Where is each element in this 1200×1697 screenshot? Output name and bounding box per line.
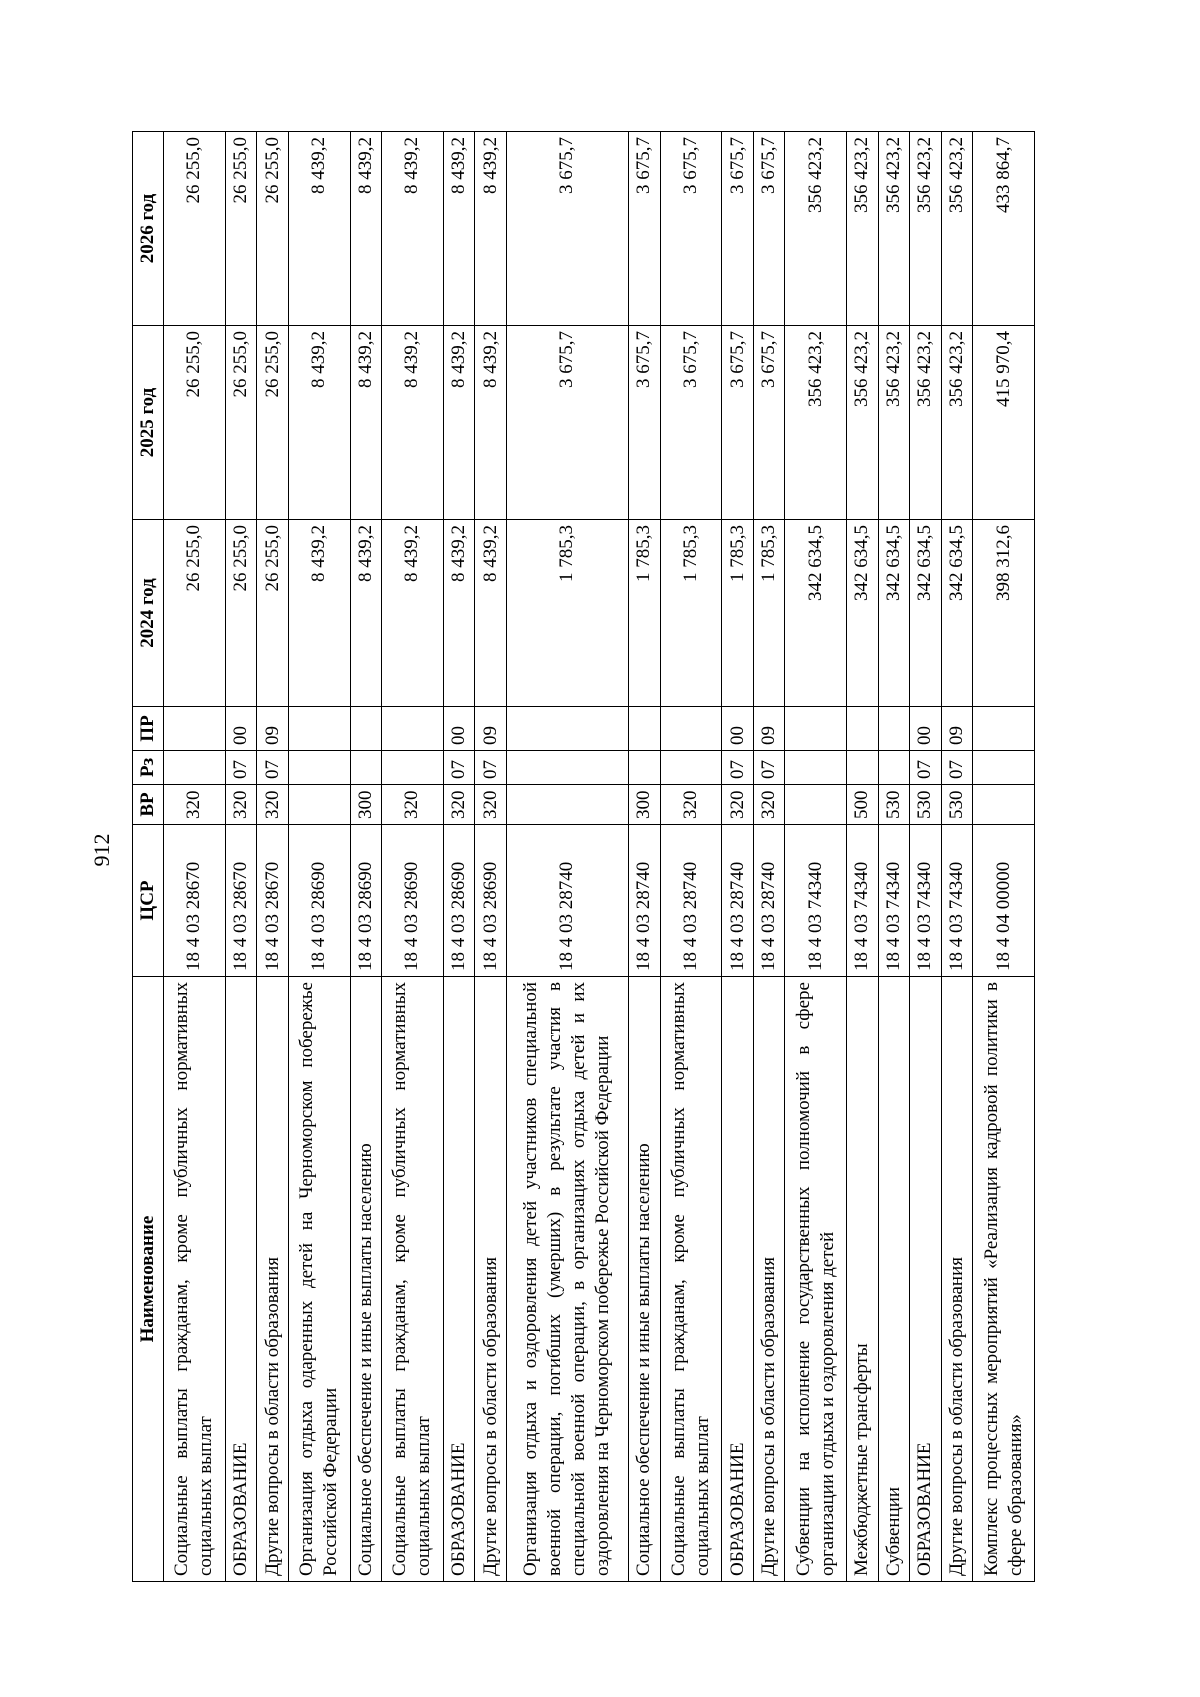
cell-2026: 356 423,2 [910,132,942,326]
cell-name: Социальные выплаты гражданам, кроме публичных нормативных социальных выплат [382,977,444,1582]
cell-2026: 8 439,2 [382,132,444,326]
cell-csr: 18 4 03 74340 [878,825,910,977]
cell-2024: 342 634,5 [785,520,847,707]
rotated-table-container [132,132,1035,1582]
table-row [847,132,879,1582]
table-body [164,132,1035,1582]
cell-name: Субвенции [878,977,910,1582]
header-2024: 2024 год [133,520,164,707]
cell-name: Другие вопросы в области образования [941,977,973,1582]
table-row [722,132,754,1582]
cell-vr: 320 [382,785,444,825]
cell-name: Организация отдыха и оздоровления детей участников специальной военной операции, погибших (умерших) в результате участия в специальной военной операции, в организациях отдыха детей и их оздоровления на Черноморском побережье Российской Федерации [506,977,628,1582]
cell-vr [785,785,847,825]
cell-2025: 8 439,2 [350,326,382,520]
cell-pr [629,707,661,751]
table-row [382,132,444,1582]
cell-vr: 320 [753,785,785,825]
cell-csr: 18 4 03 28740 [506,825,628,977]
cell-2026: 356 423,2 [941,132,973,326]
cell-vr: 320 [722,785,754,825]
cell-vr: 530 [910,785,942,825]
cell-2026: 356 423,2 [785,132,847,326]
cell-csr: 18 4 03 28690 [382,825,444,977]
cell-rz [350,751,382,785]
cell-name: Социальное обеспечение и иные выплаты населению [629,977,661,1582]
cell-vr [288,785,350,825]
cell-2024: 8 439,2 [350,520,382,707]
cell-2025: 356 423,2 [878,326,910,520]
cell-2026: 3 675,7 [629,132,661,326]
cell-2024: 342 634,5 [910,520,942,707]
cell-pr [506,707,628,751]
cell-rz [629,751,661,785]
cell-2025: 415 970,4 [973,326,1035,520]
cell-2024: 26 255,0 [225,520,257,707]
table-row [941,132,973,1582]
cell-rz [973,751,1035,785]
cell-vr: 320 [660,785,722,825]
cell-2026: 3 675,7 [506,132,628,326]
cell-csr: 18 4 03 28740 [629,825,661,977]
cell-name: Другие вопросы в области образования [257,977,289,1582]
cell-vr: 320 [443,785,475,825]
cell-csr: 18 4 03 28670 [225,825,257,977]
cell-2025: 26 255,0 [225,326,257,520]
table-row [785,132,847,1582]
cell-2024: 398 312,6 [973,520,1035,707]
cell-name: ОБРАЗОВАНИЕ [722,977,754,1582]
cell-name: Другие вопросы в области образования [475,977,507,1582]
cell-rz: 07 [257,751,289,785]
cell-rz: 07 [910,751,942,785]
cell-2026: 3 675,7 [722,132,754,326]
cell-2026: 433 864,7 [973,132,1035,326]
cell-name: Комплекс процессных мероприятий «Реализация кадровой политики в сфере образования» [973,977,1035,1582]
cell-2024: 1 785,3 [722,520,754,707]
cell-2024: 1 785,3 [660,520,722,707]
cell-csr: 18 4 04 00000 [973,825,1035,977]
cell-pr [878,707,910,751]
cell-2025: 8 439,2 [288,326,350,520]
cell-vr: 300 [350,785,382,825]
cell-2024: 8 439,2 [443,520,475,707]
cell-2025: 3 675,7 [660,326,722,520]
cell-rz [660,751,722,785]
cell-csr: 18 4 03 28670 [257,825,289,977]
cell-2025: 8 439,2 [382,326,444,520]
cell-2025: 356 423,2 [941,326,973,520]
cell-name: Социальные выплаты гражданам, кроме публичных нормативных социальных выплат [660,977,722,1582]
cell-2025: 3 675,7 [629,326,661,520]
table-row [629,132,661,1582]
cell-vr: 320 [475,785,507,825]
cell-pr: 00 [225,707,257,751]
header-rz: Рз [133,751,164,785]
table-row [288,132,350,1582]
cell-name: Социальное обеспечение и иные выплаты населению [350,977,382,1582]
cell-2024: 26 255,0 [164,520,226,707]
cell-rz [506,751,628,785]
cell-pr: 00 [910,707,942,751]
cell-pr [785,707,847,751]
cell-name: ОБРАЗОВАНИЕ [225,977,257,1582]
cell-2024: 1 785,3 [753,520,785,707]
cell-vr: 320 [225,785,257,825]
cell-vr [973,785,1035,825]
cell-2026: 8 439,2 [288,132,350,326]
cell-csr: 18 4 03 28690 [443,825,475,977]
table-row [660,132,722,1582]
cell-2025: 3 675,7 [722,326,754,520]
cell-2024: 26 255,0 [257,520,289,707]
cell-rz: 07 [941,751,973,785]
table-row [475,132,507,1582]
cell-csr: 18 4 03 28690 [475,825,507,977]
cell-pr [350,707,382,751]
cell-pr [660,707,722,751]
cell-2025: 26 255,0 [164,326,226,520]
cell-vr: 530 [878,785,910,825]
cell-pr: 09 [475,707,507,751]
cell-rz: 07 [225,751,257,785]
cell-vr [506,785,628,825]
cell-csr: 18 4 03 28690 [288,825,350,977]
cell-2026: 26 255,0 [164,132,226,326]
cell-name: Субвенции на исполнение государственных полномочий в сфере организации отдыха и оздоровления детей [785,977,847,1582]
cell-csr: 18 4 03 28740 [722,825,754,977]
cell-pr [847,707,879,751]
cell-csr: 18 4 03 28670 [164,825,226,977]
table-row [753,132,785,1582]
header-2026: 2026 год [133,132,164,326]
cell-name: Другие вопросы в области образования [753,977,785,1582]
table-row [164,132,226,1582]
cell-csr: 18 4 03 28740 [753,825,785,977]
cell-name: Социальные выплаты гражданам, кроме публичных нормативных социальных выплат [164,977,226,1582]
cell-csr: 18 4 03 28690 [350,825,382,977]
table-row [443,132,475,1582]
cell-csr: 18 4 03 74340 [847,825,879,977]
cell-csr: 18 4 03 74340 [941,825,973,977]
cell-rz: 07 [443,751,475,785]
cell-rz [164,751,226,785]
cell-2026: 3 675,7 [660,132,722,326]
table-row [225,132,257,1582]
cell-2024: 8 439,2 [475,520,507,707]
cell-pr: 00 [722,707,754,751]
cell-2025: 356 423,2 [785,326,847,520]
page-number: 912 [89,833,114,867]
cell-rz [382,751,444,785]
cell-rz [288,751,350,785]
cell-pr: 00 [443,707,475,751]
cell-rz: 07 [753,751,785,785]
table-row [506,132,628,1582]
header-name: Наименование [133,977,164,1582]
cell-2025: 8 439,2 [443,326,475,520]
cell-2024: 1 785,3 [629,520,661,707]
cell-vr: 320 [164,785,226,825]
cell-pr [382,707,444,751]
cell-csr: 18 4 03 74340 [910,825,942,977]
table-row [910,132,942,1582]
cell-vr: 500 [847,785,879,825]
cell-rz: 07 [475,751,507,785]
cell-csr: 18 4 03 28740 [660,825,722,977]
cell-2026: 8 439,2 [475,132,507,326]
cell-vr: 300 [629,785,661,825]
cell-pr: 09 [941,707,973,751]
cell-2025: 3 675,7 [753,326,785,520]
cell-2024: 342 634,5 [847,520,879,707]
table-row [257,132,289,1582]
cell-name: Организация отдыха одаренных детей на Черноморском побережье Российской Федерации [288,977,350,1582]
header-2025: 2025 год [133,326,164,520]
cell-pr [973,707,1035,751]
cell-vr: 320 [257,785,289,825]
header-pr: ПР [133,707,164,751]
table-row [878,132,910,1582]
cell-pr [164,707,226,751]
cell-2025: 3 675,7 [506,326,628,520]
cell-name: ОБРАЗОВАНИЕ [443,977,475,1582]
table-row [973,132,1035,1582]
cell-csr: 18 4 03 74340 [785,825,847,977]
table-header-row [133,132,164,1582]
cell-2025: 356 423,2 [910,326,942,520]
cell-2025: 26 255,0 [257,326,289,520]
cell-2026: 26 255,0 [225,132,257,326]
cell-2025: 8 439,2 [475,326,507,520]
cell-rz [785,751,847,785]
cell-2024: 8 439,2 [382,520,444,707]
table-row [350,132,382,1582]
cell-pr: 09 [257,707,289,751]
cell-2025: 356 423,2 [847,326,879,520]
cell-name: ОБРАЗОВАНИЕ [910,977,942,1582]
cell-2026: 356 423,2 [847,132,879,326]
cell-vr: 530 [941,785,973,825]
cell-rz [847,751,879,785]
cell-2024: 342 634,5 [878,520,910,707]
cell-2024: 342 634,5 [941,520,973,707]
cell-2026: 356 423,2 [878,132,910,326]
cell-pr [288,707,350,751]
budget-table [132,131,1035,1582]
cell-name: Межбюджетные трансферты [847,977,879,1582]
cell-rz [878,751,910,785]
header-csr: ЦСР [133,825,164,977]
cell-2026: 8 439,2 [443,132,475,326]
cell-2026: 8 439,2 [350,132,382,326]
cell-pr: 09 [753,707,785,751]
cell-2026: 26 255,0 [257,132,289,326]
cell-2026: 3 675,7 [753,132,785,326]
cell-2024: 8 439,2 [288,520,350,707]
cell-rz: 07 [722,751,754,785]
cell-2024: 1 785,3 [506,520,628,707]
header-vr: ВР [133,785,164,825]
